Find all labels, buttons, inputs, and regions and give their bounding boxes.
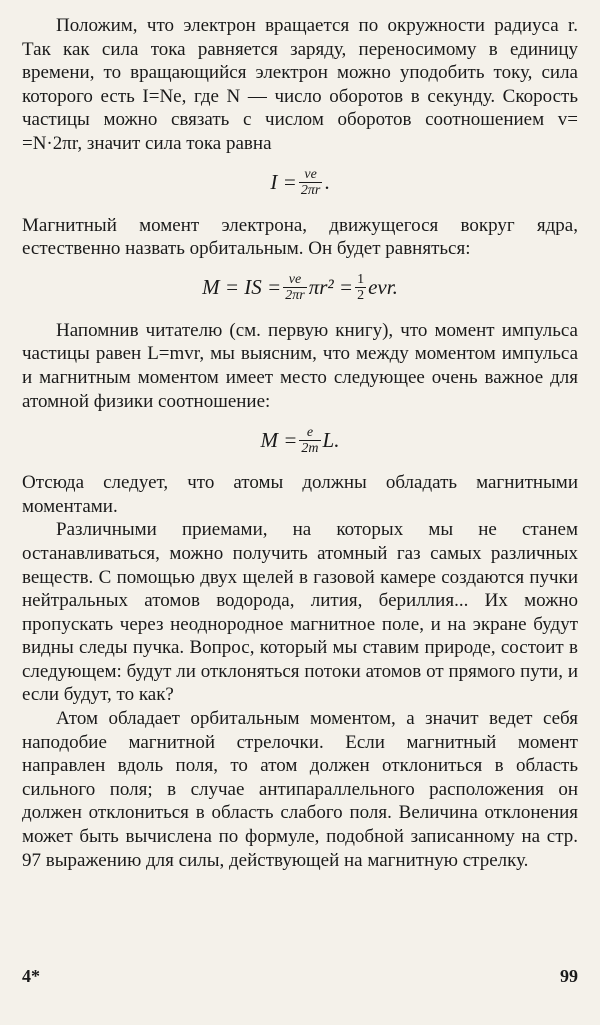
paragraph-1: Положим, что электрон вращается по окружности радиуса r. Так как сила тока равняется заряду, переносимому в единицу времени, то вращающийся электрон можно уподобить току, сила которого есть I=Ne, где N — число оборотов в секунду. Скорость частицы можно связать с числом оборотов соотношением v= =N·2πr, значит сила тока равна bbox=[22, 15, 578, 154]
signature-mark: 4* bbox=[22, 966, 40, 986]
paragraph-6: Атом обладает орбитальным моментом, а значит ведет себя наподобие магнитной стрелочки. Если магнитный момент направлен вдоль поля, то атом должен отклониться в область сильного поля; в случае антипараллельного расположения он должен отклониться в область слабого поля. Величина отклонения может быть вычислена по формуле, подобной записанному на стр. 97 выражению для силы, действующей на магнитную стрелку. bbox=[22, 708, 578, 871]
formula-gyromagnetic-denominator: 2m bbox=[301, 440, 319, 456]
formula-moment-fraction-1 bbox=[283, 272, 306, 303]
formula-moment-tail: evr. bbox=[368, 275, 398, 300]
formula-moment-lhs: M = IS = bbox=[202, 275, 282, 300]
formula-gyromagnetic-fraction bbox=[299, 425, 320, 456]
formula-gyromagnetic bbox=[22, 417, 578, 463]
formula-gyromagnetic-numerator: e bbox=[306, 424, 314, 440]
paragraph-3: Напомнив читателю (см. первую книгу), что момент импульса частицы равен L=mvr, мы выясним, что между моментом импульса и магнитным моментом имеет место следующее очень важное для атомной физики соотношение: bbox=[22, 319, 578, 412]
formula-current-tail: . bbox=[324, 170, 330, 195]
formula-gyromagnetic-tail: L. bbox=[322, 427, 340, 452]
paragraph-5: Различными приемами, на которых мы не станем останавливаться, можно получить атомный газ самых различных веществ. С помощью двух щелей в газовой камере создаются пучки нейтральных атомов водорода, лития, бериллия... Их можно пропускать через неоднородное магнитное поле, и на экране будут видны следы пучка. Вопрос, который мы ставим природе, состоит в следующем: будут ли отклоняться потоки атомов от прямого пути, и если будут, то как? bbox=[22, 519, 578, 706]
formula-current bbox=[22, 160, 578, 206]
page-footer bbox=[22, 966, 578, 987]
formula-current-denominator: 2πr bbox=[300, 183, 321, 199]
formula-current-fraction bbox=[299, 167, 322, 198]
formula-moment-numerator-1: ve bbox=[288, 272, 302, 288]
paragraph-4: Отсюда следует, что атомы должны обладать магнитными моментами. bbox=[22, 472, 578, 517]
paragraph-2: Магнитный момент электрона, движущегося вокруг ядра, естественно назвать орбитальным. Он будет равняться: bbox=[22, 214, 578, 260]
formula-moment bbox=[22, 265, 578, 311]
formula-moment-denominator-2: 2 bbox=[357, 288, 365, 304]
formula-moment-middle: πr² = bbox=[308, 275, 354, 300]
formula-current-numerator: ve bbox=[304, 167, 317, 183]
formula-gyromagnetic-lhs: M = bbox=[260, 427, 298, 452]
page-number: 99 bbox=[560, 966, 578, 986]
formula-current-lhs: I = bbox=[270, 170, 297, 195]
formula-moment-denominator-1: 2πr bbox=[285, 288, 305, 304]
formula-moment-fraction-2 bbox=[355, 272, 366, 303]
formula-moment-numerator-2: 1 bbox=[357, 272, 365, 288]
